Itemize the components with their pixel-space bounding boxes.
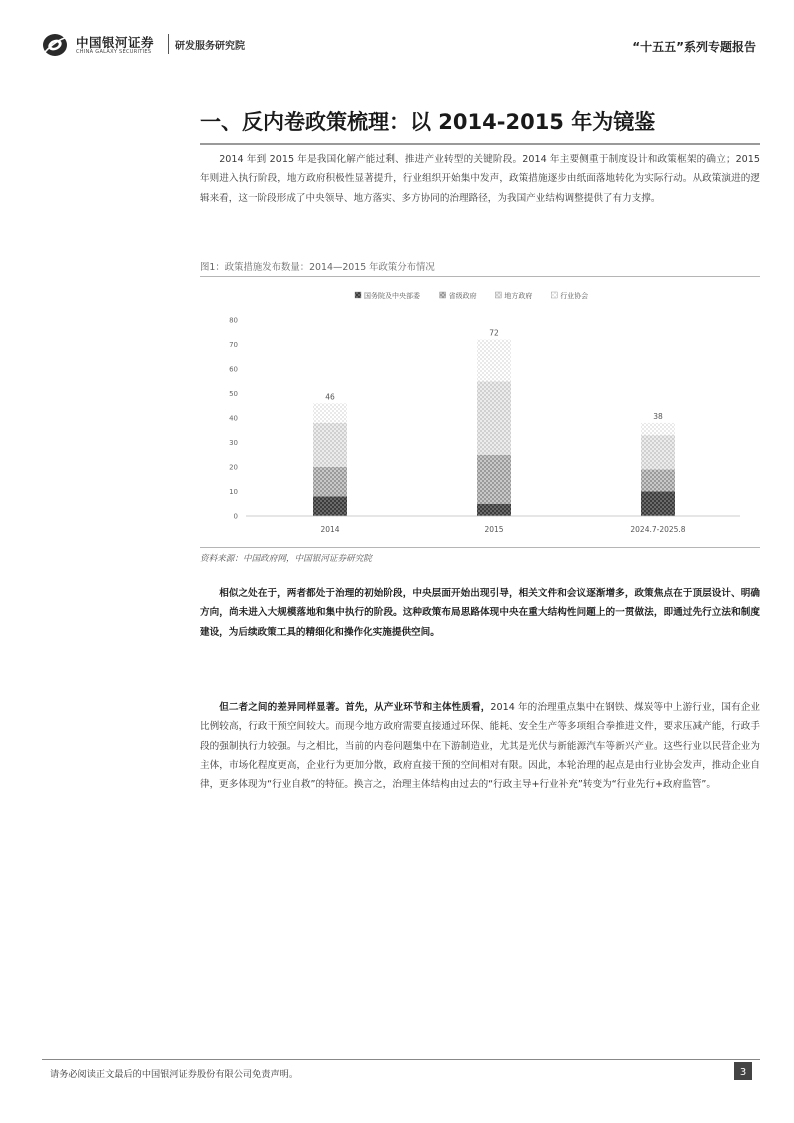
legend-label: 国务院及中央部委: [364, 292, 420, 300]
bar-segment: [477, 340, 511, 382]
x-tick-label: 2015: [484, 525, 504, 534]
bar-segment: [641, 423, 675, 435]
y-tick-label: 40: [229, 414, 238, 423]
bar-total-label: 46: [325, 392, 335, 402]
y-tick-label: 0: [233, 512, 238, 521]
bar-segment: [477, 504, 511, 516]
y-tick-label: 20: [229, 463, 238, 472]
title-divider: [200, 143, 760, 145]
legend-label: 地方政府: [504, 292, 533, 300]
x-axis: [246, 516, 740, 534]
chart-legend: [355, 291, 588, 300]
bar-segment: [641, 492, 675, 517]
legend-swatch: [355, 292, 361, 298]
figure-title: 图1：政策措施发布数量：2014—2015 年政策分布情况: [200, 262, 435, 273]
logo-divider: [168, 34, 169, 54]
bar-segment: [641, 435, 675, 469]
y-tick-label: 10: [229, 488, 238, 496]
legend-swatch: [495, 292, 501, 298]
similarity-text: 相似之处在于，两者都处于治理的初始阶段，中央层面开始出现引导，相关文件和会议逐渐增多，政策焦点在于顶层设计、明确方向，尚未进入大规模落地和集中执行的阶段。这种政策布局思路体现中央在重大结构性问题上的一贯做法，即通过先行立法和制度建设，为后续政策工具的精细化和操作化实施提供空间。: [200, 588, 760, 638]
report-series-label: “十五五”系列专题报告: [632, 40, 756, 54]
bar-total-label: 38: [653, 411, 663, 421]
intro-paragraph: 2014 年到 2015 年是我国化解产能过剩、推进产业转型的关键阶段。2014 年主要侧重于制度设计和政策框架的确立；2015 年则进入执行阶段，地方政府积极性显著提升，行业组织开始集中发声，政策措施逐步由纸面落地转化为实际行动。从政策演进的逻辑来看，这一阶段形成了中央领导、地方落实、多方协同的治理路径，为我国产业结构调整提供了有力支撑。: [200, 154, 760, 204]
footer-disclaimer: 请务必阅读正文最后的中国银河证券股份有限公司免责声明。: [50, 1069, 299, 1080]
galaxy-logo-icon: [42, 32, 70, 58]
y-tick-label: 80: [229, 316, 238, 325]
bar-segment: [641, 469, 675, 491]
bar-segment: [477, 455, 511, 504]
bar-segment: [313, 467, 347, 496]
page-header: [42, 30, 760, 60]
figure-bottom-rule: [200, 547, 760, 548]
difference-lead: 但二者之间的差异同样显著。首先，从产业环节和主体性质看，: [219, 702, 491, 713]
bar-segment: [313, 403, 347, 423]
y-axis: [229, 317, 238, 521]
section-title: 一、反内卷政策梳理：以 2014-2015 年为镜鉴: [200, 110, 656, 134]
figure-source: 资料来源：中国政府网，中国银河证券研究院: [200, 554, 372, 564]
y-tick-label: 50: [229, 390, 238, 398]
footer-divider: [42, 1059, 760, 1060]
y-tick-label: 30: [229, 439, 238, 447]
legend-swatch: [551, 292, 557, 298]
page-number-badge: [734, 1062, 752, 1080]
brand-name-en: CHINA GALAXY SECURITIES: [76, 49, 152, 55]
legend-label: 省级政府: [448, 292, 477, 300]
figure-top-rule: [200, 276, 760, 277]
bar-segment: [313, 423, 347, 467]
department-name: 研发服务研究院: [175, 41, 245, 52]
bar-series: [313, 329, 675, 516]
difference-paragraph: [200, 698, 760, 794]
difference-body: 2014 年的治理重点集中在钢铁、煤炭等中上游行业，国有企业比例较高，行政干预空间较大。而现今地方政府需要直接通过环保、能耗、安全生产等多项组合拳推进文件，要求压减产能，行政手段的强制执行力较强。与之相比，当前的内卷问题集中在下游制造业，尤其是光伏与新能源汽车等新兴产业。这些行业以民营企业为主体，市场化程度更高，企业行为更加分散，政府直接干预的空间相对有限。因此，本轮治理的起点是由行业协会发声，推动企业自律，更多体现为“行业自救”的特征。换言之，治理主体结构由过去的“行政主导+行业补充”转变为“行业先行+政府监管”。: [200, 702, 760, 791]
bar-segment: [477, 381, 511, 455]
brand-name-cn: 中国银河证券: [76, 35, 155, 50]
legend-swatch: [440, 292, 446, 298]
policy-count-bar-chart: [200, 280, 760, 542]
bar-segment: [313, 496, 347, 516]
similarity-paragraph: [200, 584, 760, 642]
bar-total-label: 72: [489, 328, 499, 338]
legend-label: 行业协会: [560, 292, 589, 300]
y-tick-label: 60: [229, 365, 238, 374]
page-number: 3: [739, 1067, 747, 1078]
x-tick-label: 2024.7-2025.8: [630, 525, 686, 534]
x-tick-label: 2014: [320, 525, 340, 534]
y-tick-label: 70: [229, 341, 238, 349]
